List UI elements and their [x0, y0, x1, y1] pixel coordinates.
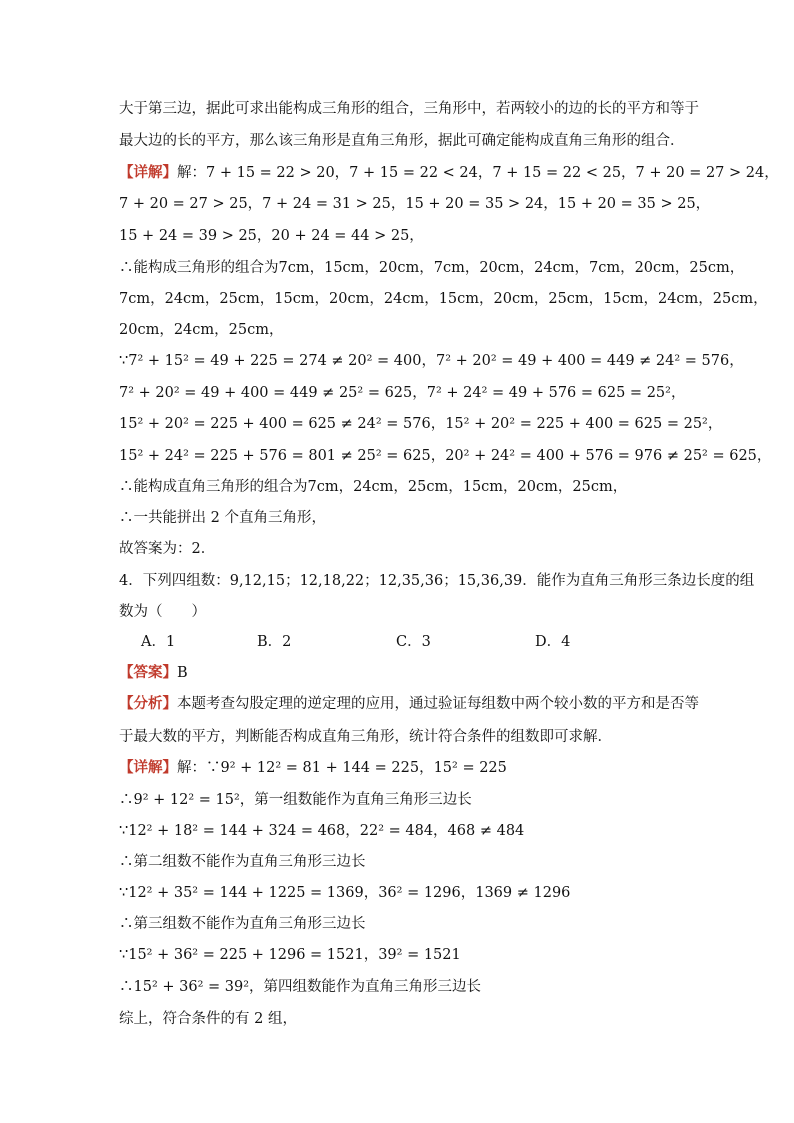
text-line — [119, 1009, 297, 1029]
text-line — [119, 508, 326, 528]
line-text: ∴第三组数不能作为直角三角形三边长 — [119, 916, 366, 932]
text-line — [119, 131, 685, 151]
line-text: 15² + 24² = 225 + 576 = 801 ≠ 25² = 625，20² + 24² = 400 + 576 = 976 ≠ 25² = 625， — [119, 448, 772, 464]
text-line — [119, 289, 768, 309]
text-line — [119, 663, 188, 683]
line-text: 于最大数的平方，判断能否构成直角三角形，统计符合条件的组数即可求解． — [119, 729, 612, 745]
line-text: 解：∵9² + 12² = 81 + 144 = 225，15² = 225 — [177, 760, 507, 776]
line-text: ∴15² + 36² = 39²，第四组数能作为直角三角形三边长 — [119, 979, 482, 995]
text-line — [119, 945, 461, 965]
text-line — [119, 914, 366, 934]
line-text: ∵15² + 36² = 225 + 1296 = 1521，39² = 1521 — [119, 947, 461, 963]
line-text: ∴一共能拼出 2 个直角三角形， — [119, 510, 326, 526]
line-text: 解：7 + 15 = 22 > 20，7 + 15 = 22 < 24，7 + 15 = 22 < 25，7 + 20 = 27 > 24， — [177, 165, 779, 181]
text-line — [119, 194, 710, 214]
choice-d: D．4 — [535, 634, 571, 650]
text-line — [119, 602, 206, 622]
section-tag: 【详解】 — [119, 759, 177, 776]
text-line — [119, 758, 507, 778]
text-line — [119, 258, 744, 278]
text-line — [119, 163, 779, 183]
text-line — [119, 351, 744, 371]
text-line — [119, 821, 524, 841]
text-line — [119, 383, 685, 403]
line-text: 15² + 20² = 225 + 400 = 625 ≠ 24² = 576，15² + 20² = 225 + 400 = 625 = 25²， — [119, 416, 723, 432]
section-tag: 【详解】 — [119, 164, 177, 181]
text-line — [119, 320, 283, 340]
line-text: 15 + 24 = 39 > 25，20 + 24 = 44 > 25， — [119, 228, 424, 244]
text-line — [119, 414, 722, 434]
text-line — [119, 539, 215, 559]
section-tag: 【分析】 — [119, 695, 177, 712]
line-text: 数为（ ） — [119, 604, 206, 620]
line-text: ∵12² + 18² = 144 + 324 = 468，22² = 484，468 ≠ 484 — [119, 823, 525, 839]
line-text: ∵7² + 15² = 49 + 225 = 274 ≠ 20² = 400，7² + 20² = 49 + 400 = 449 ≠ 24² = 576， — [119, 353, 744, 369]
section-tag: 【答案】 — [119, 664, 177, 681]
text-line — [119, 99, 699, 119]
line-text: ∴能构成直角三角形的组合为7cm，24cm，25cm，15cm，20cm，25cm， — [119, 479, 628, 495]
line-text: 故答案为：2． — [119, 541, 216, 557]
choice-b: B．2 — [257, 634, 292, 650]
text-line — [119, 446, 771, 466]
line-text: 7 + 20 = 27 > 25，7 + 24 = 31 > 25，15 + 20 = 35 > 24，15 + 20 = 35 > 25， — [119, 196, 711, 212]
line-text: ∴9² + 12² = 15²，第一组数能作为直角三角形三边长 — [119, 792, 472, 808]
line-text: 本题考查勾股定理的逆定理的应用，通过验证每组数中两个较小数的平方和是否等 — [177, 696, 699, 712]
text-line — [119, 852, 366, 872]
line-text: 7cm，24cm，25cm，15cm，20cm，24cm，15cm，20cm，25cm，15cm，24cm，25cm， — [119, 291, 768, 307]
line-text: 综上，符合条件的有 2 组， — [119, 1011, 297, 1027]
line-text: ∴第二组数不能作为直角三角形三边长 — [119, 854, 366, 870]
text-line — [119, 883, 570, 903]
line-text: 大于第三边，据此可求出能构成三角形的组合，三角形中，若两较小的边的长的平方和等于 — [119, 101, 699, 117]
line-text: 20cm，24cm，25cm， — [119, 322, 284, 338]
text-line — [119, 694, 699, 714]
text-line — [119, 477, 627, 497]
text-line — [119, 727, 612, 747]
text-line — [119, 790, 472, 810]
line-text: 4．下列四组数：9,12,15；12,18,22；12,35,36；15,36,39．能作为直角三角形三条边长度的组 — [119, 573, 755, 589]
line-text: 7² + 20² = 49 + 400 = 449 ≠ 25² = 625，7² + 24² = 49 + 576 = 625 = 25²， — [119, 385, 686, 401]
text-line — [119, 571, 754, 591]
line-text: 最大边的长的平方，那么该三角形是直角三角形，据此可确定能构成直角三角形的组合． — [119, 133, 685, 149]
line-text: ∵12² + 35² = 144 + 1225 = 1369，36² = 1296，1369 ≠ 1296 — [119, 885, 571, 901]
choice-c: C．3 — [396, 634, 431, 650]
line-text: ∴能构成三角形的组合为7cm，15cm，20cm，7cm，20cm，24cm，7cm，20cm，25cm， — [119, 260, 745, 276]
text-line — [119, 977, 481, 997]
line-text: B — [177, 665, 188, 681]
choice-a: A．1 — [141, 634, 176, 650]
text-line — [119, 226, 424, 246]
